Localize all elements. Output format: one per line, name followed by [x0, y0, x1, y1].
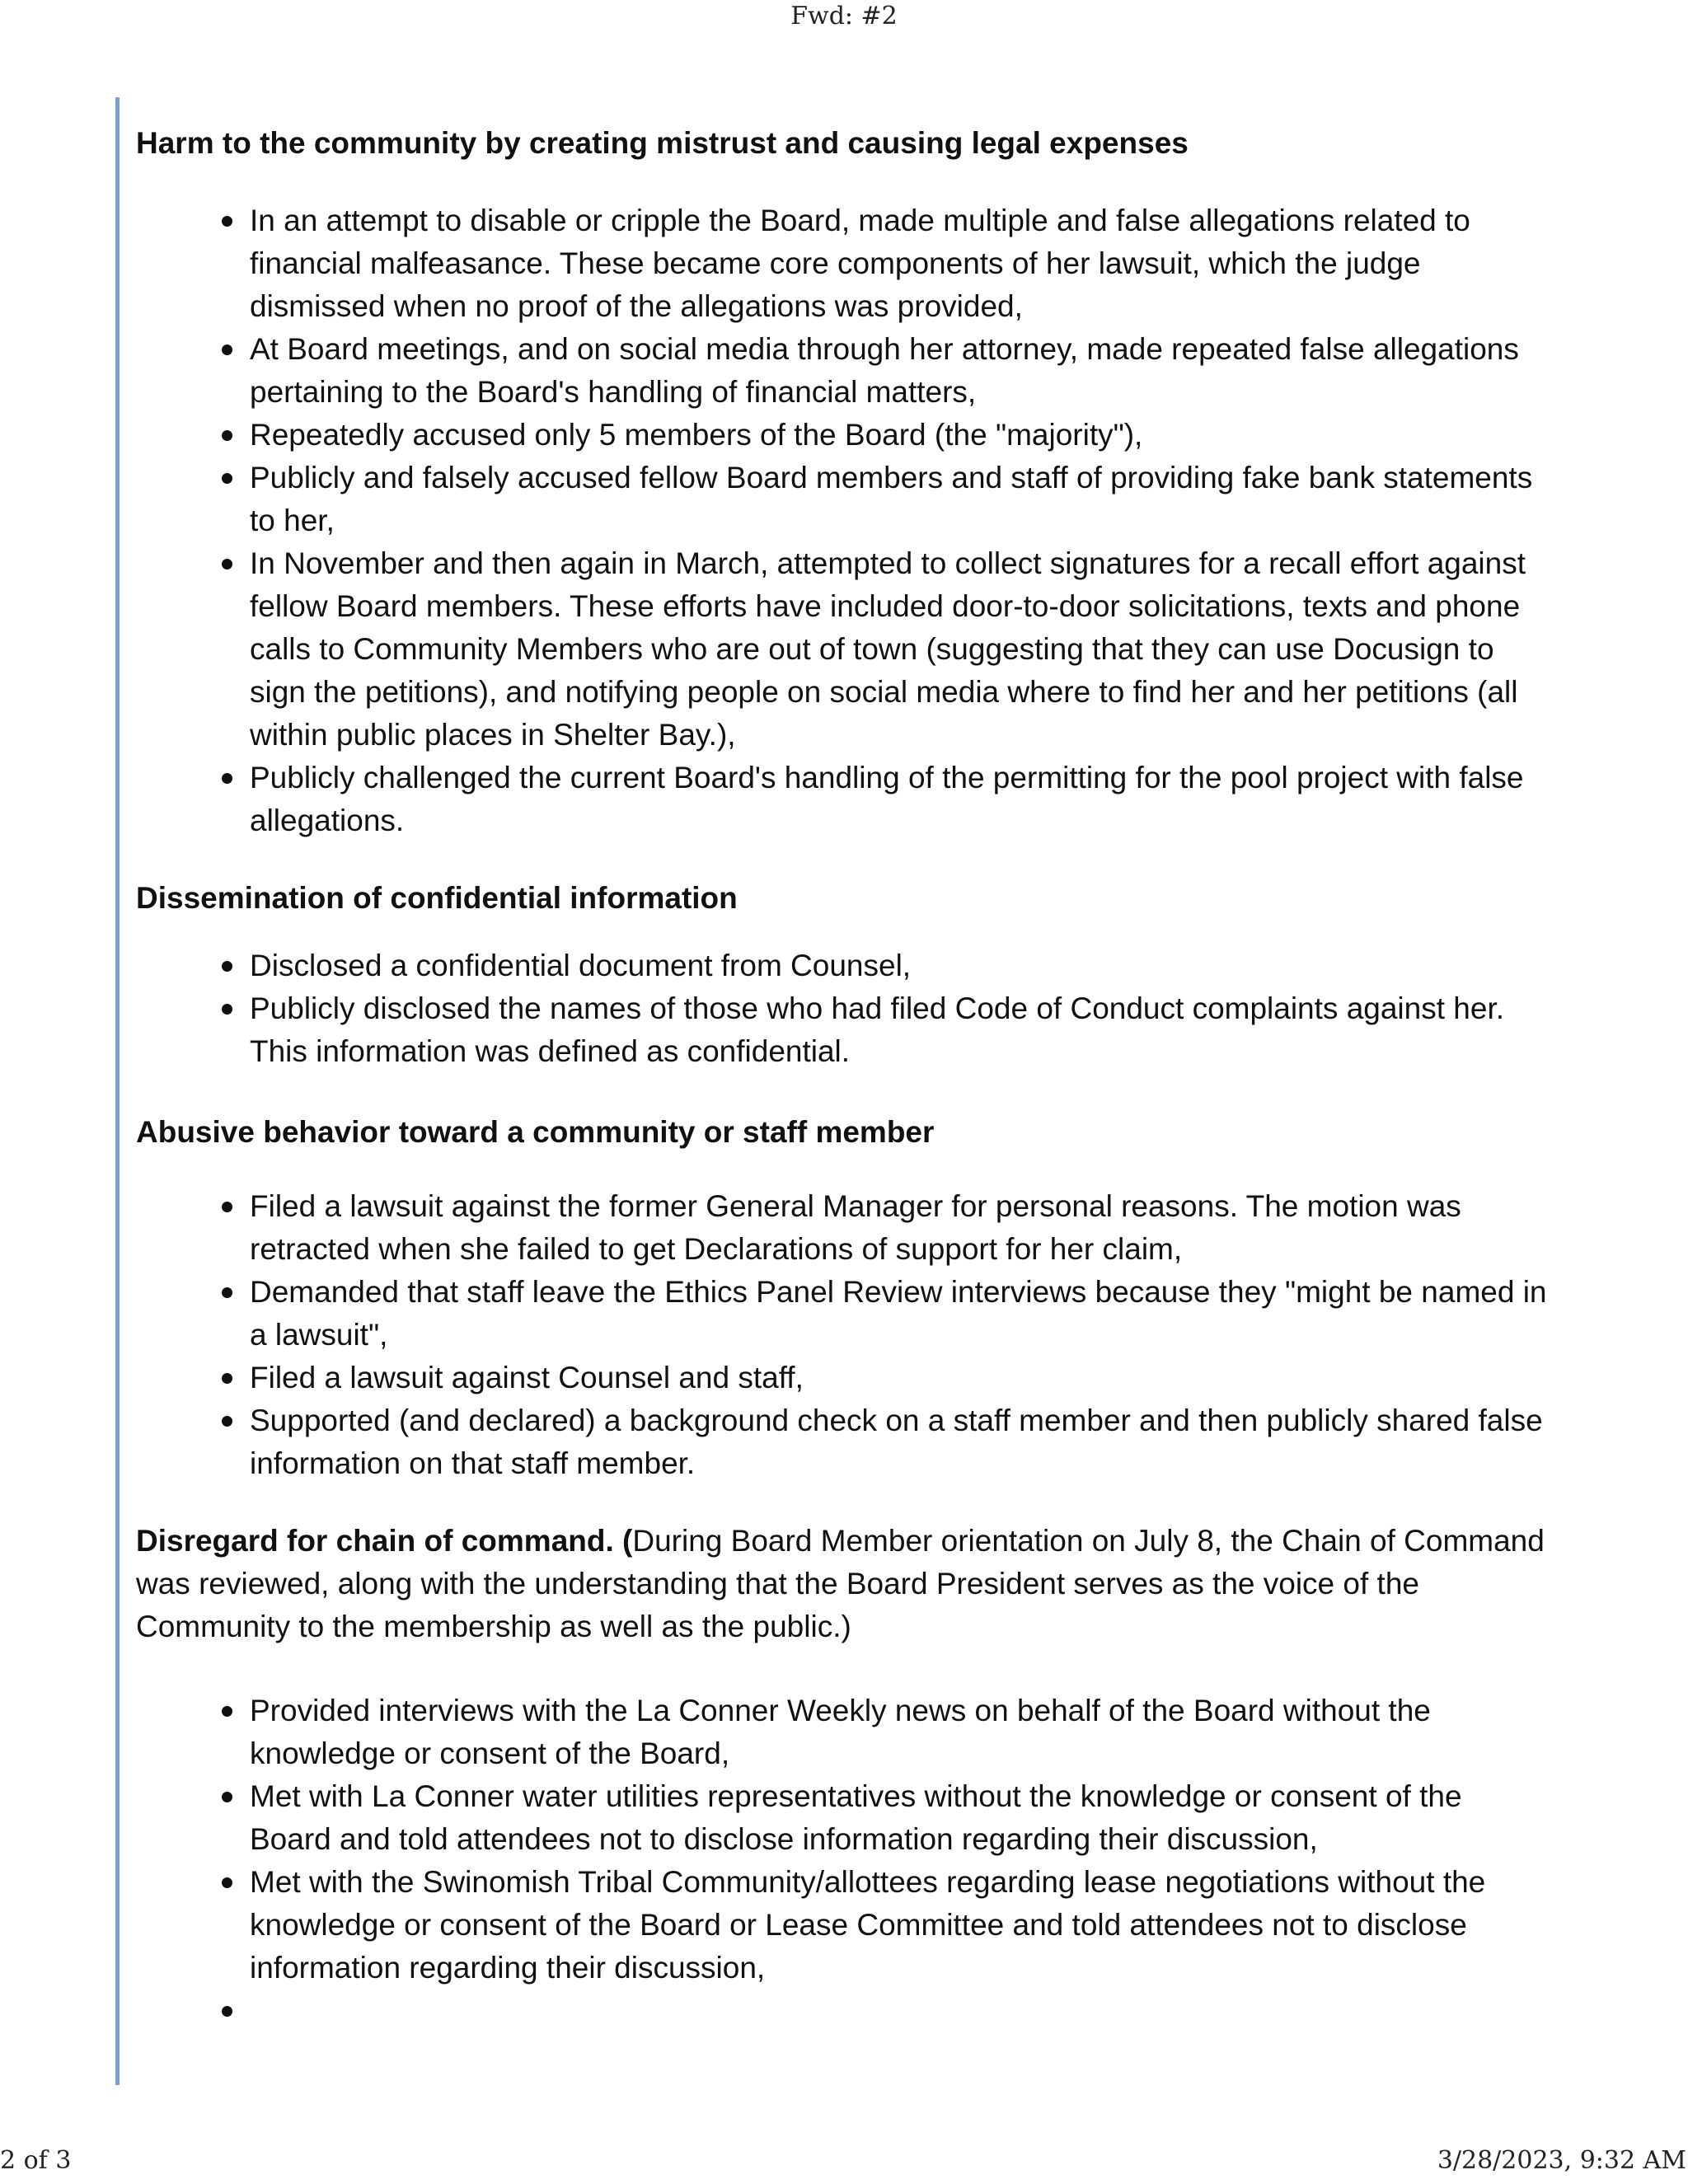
- list-item: [250, 1775, 1566, 1861]
- list-item: [250, 199, 1566, 328]
- list-item: [250, 457, 1566, 542]
- list-item: [250, 757, 1566, 842]
- abusive-list: [136, 1185, 1566, 1485]
- bullet-icon: [222, 961, 232, 972]
- page-number: 2 of 3: [0, 2146, 72, 2175]
- bullet-icon: [222, 1004, 232, 1015]
- list-item-text: Filed a lawsuit against Counsel and staff,: [250, 1361, 804, 1394]
- bullet-icon: [222, 344, 232, 355]
- list-item: [250, 1185, 1566, 1271]
- bullet-icon: [222, 1706, 232, 1717]
- bullet-icon: [222, 1416, 232, 1427]
- list-item: [250, 1690, 1566, 1775]
- section-heading-harm: Harm to the community by creating mistrust and causing legal expenses: [136, 126, 1189, 160]
- chain-of-command-list: [136, 1690, 1566, 2032]
- bullet-icon: [222, 2006, 232, 2017]
- page-header-title: Fwd: #2: [790, 2, 898, 30]
- section-heading-confidential: Dissemination of confidential information: [136, 881, 738, 915]
- list-item: [250, 1357, 1566, 1399]
- section-heading-abusive: Abusive behavior toward a community or staff member: [136, 1115, 935, 1149]
- bullet-icon: [222, 1792, 232, 1802]
- list-item-text: Publicly disclosed the names of those who had filed Code of Conduct complaints against her. This information was defined as confidential.: [250, 991, 1505, 1068]
- list-item: [250, 1861, 1566, 1990]
- list-item-text: In an attempt to disable or cripple the Board, made multiple and false allegations related to financial malfeasance. These became core components of her lawsuit, which the judge dismissed when no proof of the allegations was provided,: [250, 204, 1470, 323]
- list-item-text: Met with La Conner water utilities representatives without the knowledge or consent of the Board and told attendees not to disclose information regarding their discussion,: [250, 1779, 1462, 1856]
- list-item: [250, 944, 1566, 987]
- section-heading-chain-bold: Disregard for chain of command. (: [136, 1524, 633, 1558]
- list-item-text: Supported (and declared) a background check on a staff member and then publicly shared false information on that staff member.: [250, 1404, 1543, 1480]
- bullet-icon: [222, 473, 232, 484]
- section-heading-chain-of-command: [136, 1520, 1566, 1648]
- list-item-text: Filed a lawsuit against the former General Manager for personal reasons. The motion was retracted when she failed to get Declarations of support for her claim,: [250, 1189, 1461, 1266]
- bullet-icon: [222, 216, 232, 227]
- bullet-icon: [222, 1202, 232, 1212]
- print-timestamp: 3/28/2023, 9:32 AM: [1437, 2146, 1686, 2175]
- bullet-icon: [222, 773, 232, 784]
- list-item-text: In November and then again in March, attempted to collect signatures for a recall effort against fellow Board members. These efforts have included door-to-door solicitations, texts and phone calls to Community Members who are out of town (suggesting that they can use Docusign to sign the petitions), and notifying people on social media where to find her and her petitions (all within public places in Shelter Bay.),: [250, 546, 1526, 752]
- bullet-icon: [222, 430, 232, 441]
- list-item-text: Disclosed a confidential document from Counsel,: [250, 949, 912, 982]
- list-item: [250, 328, 1566, 414]
- bullet-icon: [222, 1287, 232, 1298]
- list-item-text: Met with the Swinomish Tribal Community/allottees regarding lease negotiations without the knowledge or consent of the Board or Lease Committee and told attendees not to disclose information regarding their discussion,: [250, 1865, 1486, 1985]
- list-item: [250, 1399, 1566, 1485]
- confidential-list: [136, 944, 1566, 1073]
- list-item-text: Demanded that staff leave the Ethics Panel Review interviews because they "might be named in a lawsuit",: [250, 1275, 1547, 1352]
- list-item-text: Provided interviews with the La Conner Weekly news on behalf of the Board without the knowledge or consent of the Board,: [250, 1694, 1431, 1770]
- list-item-text: At Board meetings, and on social media through her attorney, made repeated false allegations pertaining to the Board's handling of financial matters,: [250, 332, 1519, 409]
- list-item: [250, 542, 1566, 757]
- list-item: [250, 414, 1566, 457]
- list-item-text: Publicly and falsely accused fellow Board members and staff of providing fake bank statements to her,: [250, 461, 1533, 537]
- list-item-text: Repeatedly accused only 5 members of the Board (the "majority"),: [250, 418, 1143, 452]
- bullet-icon: [222, 1373, 232, 1384]
- list-item-text: Publicly challenged the current Board's handling of the permitting for the pool project with false allegations.: [250, 761, 1524, 837]
- section-heading-chain-note: During Board Member orientation on July 8, the Chain of Command was reviewed, along with the understanding that the Board President serves as the voice of the Community to the membership as well as the public.): [136, 1524, 1545, 1643]
- bullet-icon: [222, 1877, 232, 1888]
- bullet-icon: [222, 559, 232, 569]
- quoted-email-block: [115, 97, 1566, 2085]
- list-item-empty: [250, 1990, 1566, 2032]
- list-item: [250, 987, 1566, 1073]
- list-item: [250, 1271, 1566, 1357]
- harm-list: [136, 199, 1566, 842]
